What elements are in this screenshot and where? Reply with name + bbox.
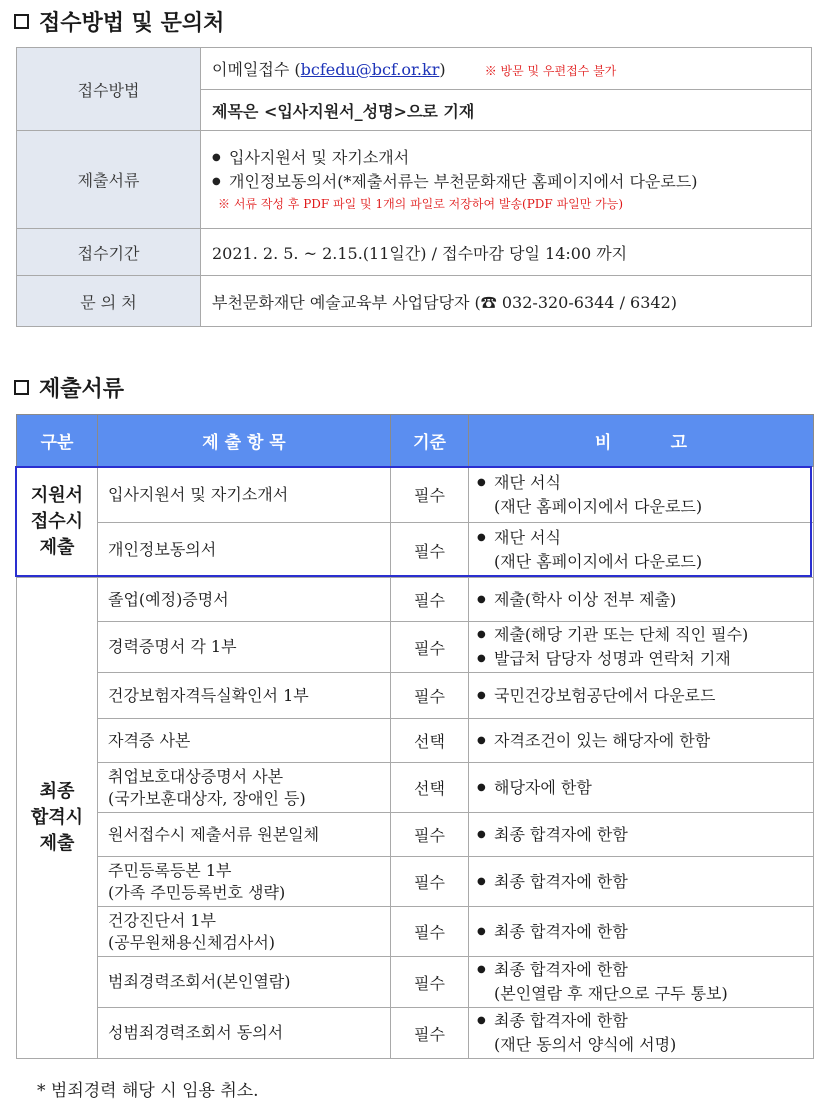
document-name-line: 건강진단서 1부 xyxy=(108,910,217,930)
remark-text: (본인열람 후 재단으로 구두 통보) xyxy=(494,984,728,1003)
method-email-cell xyxy=(201,48,812,90)
table-row xyxy=(17,578,814,622)
section-heading-contact xyxy=(14,6,224,37)
requirement-standard: 필수 xyxy=(391,907,469,957)
remark-text: (재단 홈페이지에서 다운로드) xyxy=(494,496,703,516)
remarks-cell xyxy=(469,1008,814,1059)
requirement-standard: 필수 xyxy=(391,813,469,857)
document-name-line: (공무원채용신체검사서) xyxy=(108,932,276,952)
document-name-line: 성범죄경력조회서 동의서 xyxy=(108,1023,284,1042)
requirement-standard: 필수 xyxy=(391,578,469,622)
documents-cell xyxy=(201,131,812,229)
remarks-list xyxy=(477,471,812,495)
requirement-standard: 필수 xyxy=(391,523,469,578)
header-standard: 기준 xyxy=(391,415,469,467)
group-label-line: 최종 xyxy=(39,781,75,802)
document-name-line: 경력증명서 각 1부 xyxy=(108,637,237,656)
remarks-cell xyxy=(469,467,814,523)
requirement-standard: 필수 xyxy=(391,1008,469,1059)
table-row xyxy=(17,622,814,673)
remark-item: ● 재단 서식 xyxy=(477,471,812,495)
header-item: 제 출 항 목 xyxy=(98,415,391,467)
documents-note: ※ 서류 작성 후 PDF 파일 및 1개의 파일로 저장하여 발송(PDF 파일만 가능) xyxy=(218,196,624,211)
remarks-list xyxy=(477,958,812,982)
footnote: * 범죄경력 해당 시 임용 취소. xyxy=(37,1081,259,1101)
document-name xyxy=(98,622,391,673)
table-row xyxy=(17,857,814,907)
table-row xyxy=(17,467,814,523)
document-name xyxy=(98,467,391,523)
document-name-line: 졸업(예정)증명서 xyxy=(108,589,229,609)
remark-text: (재단 동의서 양식에 서명) xyxy=(494,1035,677,1054)
remark-item: ● 최종 합격자에 한함 xyxy=(477,1009,812,1033)
remarks-cell xyxy=(469,813,814,857)
section-title: 제출서류 xyxy=(39,377,125,402)
remarks-cell xyxy=(469,523,814,578)
contact-label: 문 의 처 xyxy=(17,276,201,327)
remark-item: ● 최종 합격자에 한함 xyxy=(477,870,812,894)
requirement-standard: 선택 xyxy=(391,763,469,813)
remark-item: ● 최종 합격자에 한함 xyxy=(477,823,812,847)
remark-item: ● 제출(학사 이상 전부 제출) xyxy=(477,588,812,612)
table-row xyxy=(17,813,814,857)
document-name-line: 취업보호대상증명서 사본 xyxy=(108,766,284,786)
table-row xyxy=(17,673,814,719)
document-name xyxy=(98,719,391,763)
remark-item: ● 자격조건이 있는 해당자에 한함 xyxy=(477,729,812,753)
document-name-line: 건강보험자격득실확인서 1부 xyxy=(108,685,309,705)
remark-item: ● 해당자에 한함 xyxy=(477,776,812,800)
remarks-list xyxy=(477,729,812,753)
document-name xyxy=(98,857,391,907)
remark-item: ● 재단 서식 xyxy=(477,526,812,550)
method-note: ※ 방문 및 우편접수 불가 xyxy=(484,64,617,78)
document-name xyxy=(98,907,391,957)
application-info-table xyxy=(16,47,812,327)
email-link[interactable]: bcfedu@bcf.or.kr xyxy=(300,60,440,79)
remarks-cell xyxy=(469,673,814,719)
remarks-list xyxy=(477,1009,812,1033)
remarks-list xyxy=(477,526,812,550)
table-row xyxy=(17,1008,814,1059)
document-name xyxy=(98,1008,391,1059)
checkbox-square-icon xyxy=(14,14,29,29)
remarks-list xyxy=(477,776,812,800)
contact-value: 부천문화재단 예술교육부 사업담당자 (☎ 032-320-6344 / 6342) xyxy=(201,276,812,327)
document-name-line: 자격증 사본 xyxy=(108,730,191,750)
document-name-line: 주민등록등본 1부 xyxy=(108,860,232,880)
remark-item: ● 제출(해당 기관 또는 단체 직인 필수) xyxy=(477,623,812,647)
header-group: 구분 xyxy=(17,415,98,467)
remarks-list xyxy=(477,870,812,894)
remarks-cell xyxy=(469,857,814,907)
documents-label: 제출서류 xyxy=(17,131,201,229)
method-suffix: ) xyxy=(439,60,446,79)
document-name-line: (국가보훈대상자, 장애인 등) xyxy=(108,788,306,808)
document-item: ● 개인정보동의서(*제출서류는 부천문화재단 홈페이지에서 다운로드) xyxy=(212,170,810,194)
remarks-cell xyxy=(469,907,814,957)
document-name xyxy=(98,957,391,1008)
document-name xyxy=(98,763,391,813)
remark-item: ● 최종 합격자에 한함 xyxy=(477,958,812,982)
document-item: ● 입사지원서 및 자기소개서 xyxy=(212,146,810,170)
group-final-pass-stage xyxy=(17,578,98,1059)
remarks-cell xyxy=(469,578,814,622)
table-row xyxy=(17,957,814,1008)
requirement-standard: 필수 xyxy=(391,673,469,719)
section-heading-documents xyxy=(14,372,124,403)
document-name-line: 범죄경력조회서(본인열람) xyxy=(108,972,291,991)
table-row xyxy=(17,907,814,957)
remarks-list xyxy=(477,823,812,847)
requirement-standard: 필수 xyxy=(391,957,469,1008)
document-name xyxy=(98,578,391,622)
subject-rule: 제목은 <입사지원서_성명>으로 기재 xyxy=(201,90,812,131)
requirement-standard: 필수 xyxy=(391,857,469,907)
document-name-line: 입사지원서 및 자기소개서 xyxy=(108,484,289,504)
checkbox-square-icon xyxy=(14,380,29,395)
group-label-line: 제출 xyxy=(39,833,75,854)
group-application-stage xyxy=(17,467,98,578)
document-name xyxy=(98,523,391,578)
documents-list xyxy=(212,146,810,194)
remarks-cell xyxy=(469,763,814,813)
required-documents-table xyxy=(16,414,814,1059)
remark-item: ● 최종 합격자에 한함 xyxy=(477,920,812,944)
group-label-line: 접수시 xyxy=(30,511,84,532)
remark-item: ● 국민건강보험공단에서 다운로드 xyxy=(477,684,812,708)
table-row xyxy=(17,523,814,578)
remarks-list xyxy=(477,920,812,944)
remarks-list xyxy=(477,588,812,612)
remarks-cell xyxy=(469,719,814,763)
table-row xyxy=(17,763,814,813)
remarks-list xyxy=(477,684,812,708)
group-label-line: 합격시 xyxy=(30,807,84,828)
remark-item: ● 발급처 담당자 성명과 연락처 기재 xyxy=(477,647,812,671)
table-row xyxy=(17,719,814,763)
period-label: 접수기간 xyxy=(17,229,201,276)
document-name xyxy=(98,673,391,719)
requirement-standard: 필수 xyxy=(391,622,469,673)
group-label-line: 지원서 xyxy=(30,485,84,506)
remarks-list xyxy=(477,623,812,671)
document-name-line: 개인정보동의서 xyxy=(108,540,217,559)
group-label-line: 제출 xyxy=(39,537,75,558)
method-prefix: 이메일접수 ( xyxy=(212,60,301,79)
header-remarks: 비 고 xyxy=(469,415,814,467)
requirement-standard: 선택 xyxy=(391,719,469,763)
requirement-standard: 필수 xyxy=(391,467,469,523)
document-name-line: 원서접수시 제출서류 원본일체 xyxy=(108,824,320,844)
section-title: 접수방법 및 문의처 xyxy=(39,11,225,36)
remarks-cell xyxy=(469,622,814,673)
document-name-line: (가족 주민등록번호 생략) xyxy=(108,882,286,902)
period-value: 2021. 2. 5. ~ 2.15.(11일간) / 접수마감 당일 14:00 까지 xyxy=(201,229,812,276)
remark-text: (재단 홈페이지에서 다운로드) xyxy=(494,552,703,571)
document-name xyxy=(98,813,391,857)
remarks-cell xyxy=(469,957,814,1008)
method-label: 접수방법 xyxy=(17,48,201,131)
